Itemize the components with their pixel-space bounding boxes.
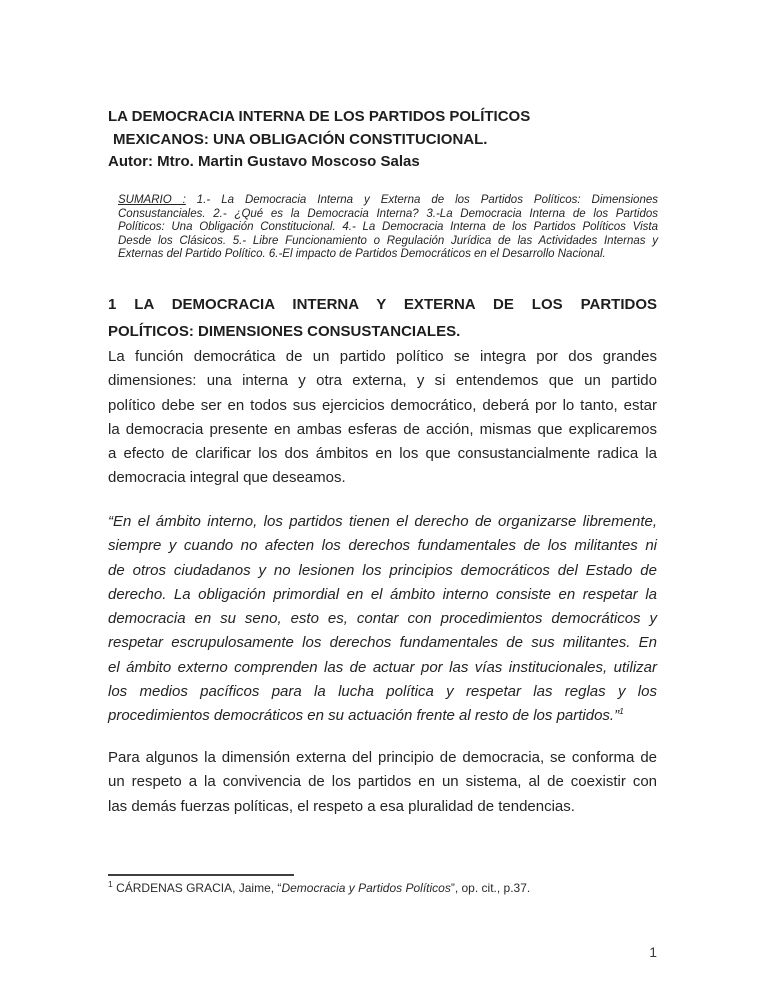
summary-label: SUMARIO : <box>118 194 186 206</box>
paragraph-line: la democracia presente en ambas esferas de acción, mismas que explicaremos <box>108 420 657 438</box>
quote-line: el ámbito externo comprenden las de actuar por las vías institucionales, utilizar <box>108 658 657 676</box>
quote-line: de otros ciudadanos y no lesionen los principios democráticos del Estado de <box>108 561 657 579</box>
document-title <box>108 106 660 174</box>
quote-line: siempre y cuando no afecten los derechos fundamentales de los militantes ni <box>108 537 657 555</box>
paragraph-line: político debe ser en todos sus ejercicios democrático, deberá por lo tanto, estar <box>108 396 657 414</box>
footnote <box>108 880 660 896</box>
footnote-reference-marker: 1 <box>619 706 624 717</box>
summary-line: Externas del Partido Político. 6.-El impacto de Partidos Democráticos en el Desarrollo Nacional. <box>118 248 606 261</box>
title-line-2: MEXICANOS: UNA OBLIGACIÓN CONSTITUCIONAL. <box>113 130 488 148</box>
summary-line <box>118 194 658 208</box>
footnote-work-title: Democracia y Partidos Políticos <box>281 881 451 895</box>
footnote-text-after: ”, op. cit., p.37. <box>450 881 531 895</box>
section-heading-line: POLÍTICOS: DIMENSIONES CONSUSTANCIALES. <box>108 323 461 340</box>
footnote-separator <box>108 874 294 876</box>
section-heading-line: 1 LA DEMOCRACIA INTERNA Y EXTERNA DE LOS PARTIDOS <box>108 296 657 313</box>
quote-line: “En el ámbito interno, los partidos tienen el derecho de organizarse libremente, <box>108 513 657 530</box>
quote-line-last <box>108 704 657 728</box>
paragraph-line: democracia integral que deseamos. <box>108 469 346 487</box>
quote-line: respetar escrupulosamente los derechos fundamentales de sus militantes. En <box>108 634 657 652</box>
quote-last-text: procedimientos democráticos en su actuación frente al resto de los partidos.” <box>108 707 620 725</box>
title-line-1: LA DEMOCRACIA INTERNA DE LOS PARTIDOS POLÍTICOS <box>108 108 531 125</box>
page-number: 1 <box>649 944 657 960</box>
paragraph-line: La función democrática de un partido político se integra por dos grandes <box>108 348 657 365</box>
paragraph-2 <box>108 746 657 819</box>
quote-paragraph <box>108 510 657 729</box>
paragraph-line: las demás fuerzas políticas, el respeto a esa pluralidad de tendencias. <box>108 797 575 815</box>
summary-line: Consustanciales. 2.- ¿Qué es la Democracia Interna? 3.-La Democracia Interna de los Partidos <box>118 207 658 220</box>
author-line: Autor: Mtro. Martin Gustavo Moscoso Salas <box>108 153 420 170</box>
summary-line-text: 1.- La Democracia Interna y Externa de los Partidos Políticos: Dimensiones <box>185 194 658 206</box>
paragraph-line: Para algunos la dimensión externa del principio de democracia, se conforma de <box>108 749 657 766</box>
summary-section <box>118 194 658 262</box>
section-heading <box>108 291 657 345</box>
paragraph-line: dimensiones: una interna y otra externa, y si entendemos que un partido <box>108 372 657 390</box>
paragraph-1 <box>108 345 657 491</box>
quote-line: los medios pacíficos para la lucha política y respetar las reglas y los <box>108 683 657 701</box>
summary-line: Desde los Clásicos. 5.- Libre Funcionamiento o Regulación Jurídica de las Actividades Internas y <box>118 234 658 247</box>
summary-line: Políticos: Una Obligación Constitucional. 4.- La Democracia Interna de los Partidos Políticos Vista <box>118 221 658 234</box>
paragraph-line: a efecto de clarificar los dos ámbitos en los que consustancialmente radica la <box>108 445 657 463</box>
paragraph-line: un respeto a la convivencia de los partidos en un sistema, al de coexistir con <box>108 773 657 791</box>
quote-line: democracia en su seno, esto es, contar con procedimientos democráticos y <box>108 610 657 628</box>
footnote-marker: 1 <box>108 879 113 889</box>
footnote-text: CÁRDENAS GRACIA, Jaime, “ <box>112 881 282 895</box>
quote-line: derecho. La obligación primordial en el ámbito interno consiste en respetar la <box>108 585 657 603</box>
